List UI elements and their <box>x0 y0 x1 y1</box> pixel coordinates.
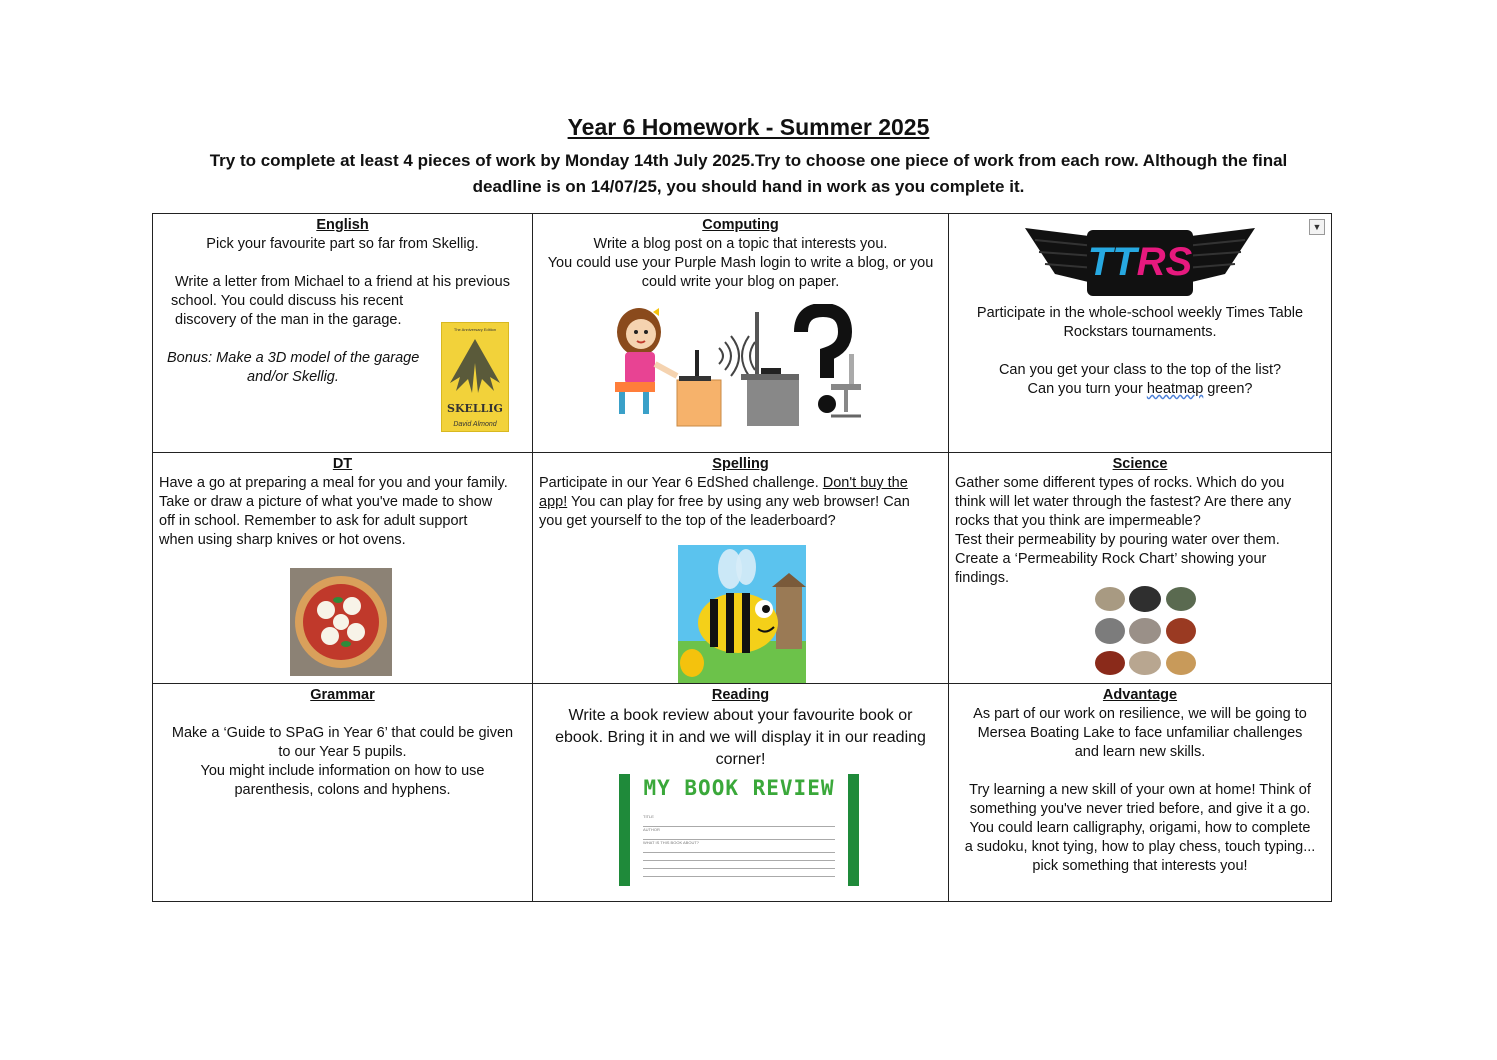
dt-line: when using sharp knives or hot ovens. <box>159 532 406 548</box>
advantage-line: Try learning a new skill of your own at home! Think of <box>969 782 1311 798</box>
english-line: discovery of the man in the garage. <box>175 312 402 328</box>
heading-english: English <box>316 217 369 233</box>
subtitle-line-1: Try to complete at least 4 pieces of work by Monday 14th July 2025.Try to choose one piece of work from each row. Although the final <box>209 151 1288 170</box>
grammar-line: Make a ‘Guide to SPaG in Year 6’ that could be given <box>171 725 514 741</box>
page-subtitle <box>185 148 1312 200</box>
english-line: Pick your favourite part so far from Skellig. <box>206 236 479 252</box>
ttrs-line: Can you turn your heatmap green? <box>1027 381 1253 397</box>
computing-line: You could use your Purple Mash login to write a blog, or you <box>547 255 934 271</box>
review-title: MY BOOK REVIEW <box>643 776 835 800</box>
reading-line: Write a book review about your favourite book or <box>568 707 913 724</box>
review-field: TITLE <box>643 814 654 819</box>
spelling-line: app! You can play for free by using any web browser! Can <box>539 494 910 510</box>
dt-line: Have a go at preparing a meal for you and your family. <box>159 475 508 491</box>
dont-buy-link: Don't buy the <box>822 475 908 491</box>
homework-grid <box>152 213 1332 902</box>
ttrs-logo-text: TTRS <box>1087 240 1193 284</box>
advantage-line: You could learn calligraphy, origami, how to complete <box>969 820 1311 836</box>
book-title: SKELLIG <box>447 402 503 415</box>
ttrs-line: Rockstars tournaments. <box>1063 324 1217 340</box>
cell-ttrs <box>949 214 1332 453</box>
english-line: school. You could discuss his recent <box>171 293 404 309</box>
spelling-line: Participate in our Year 6 EdShed challenge. Don't buy the <box>539 475 908 491</box>
science-line: Test their permeability by pouring water over them. <box>955 532 1280 548</box>
blogging-illustration <box>609 304 869 428</box>
cell-reading <box>533 684 949 902</box>
heading-advantage: Advantage <box>1102 687 1178 703</box>
cell-science <box>949 453 1332 684</box>
reading-line: corner! <box>715 751 766 768</box>
grammar-line: to our Year 5 pupils. <box>278 744 407 760</box>
computing-line: Write a blog post on a topic that interests you. <box>593 236 888 252</box>
spelling-line: you get yourself to the top of the leaderboard? <box>539 513 836 529</box>
heading-dt: DT <box>332 456 353 472</box>
dt-line: off in school. Remember to ask for adult support <box>159 513 468 529</box>
cell-computing <box>533 214 949 453</box>
skellig-book-cover <box>441 322 509 432</box>
book-author: David Almond <box>453 421 497 428</box>
advantage-line: As part of our work on resilience, we will be going to <box>973 706 1307 722</box>
review-field: WHAT IS THIS BOOK ABOUT? <box>643 840 700 845</box>
science-line: think will let water through the fastest? Are there any <box>955 494 1292 510</box>
reading-line: ebook. Bring it in and we will display it in our reading <box>555 729 926 746</box>
science-line: Gather some different types of rocks. Which do you <box>955 475 1285 491</box>
cell-grammar <box>153 684 533 902</box>
page-title: Year 6 Homework - Summer 2025 <box>567 114 930 140</box>
dt-line: Take or draw a picture of what you've made to show <box>159 494 493 510</box>
ttrs-line: Can you get your class to the top of the list? <box>998 362 1282 378</box>
heading-computing: Computing <box>702 217 779 233</box>
science-line: Create a ‘Permeability Rock Chart’ showing your <box>955 551 1267 567</box>
advantage-line: a sudoku, knot tying, how to play chess, touch typing... <box>964 839 1316 855</box>
advantage-line: something you've never tried before, and give it a go. <box>969 801 1311 817</box>
rocks-photo <box>1093 585 1199 677</box>
wings-icon <box>442 333 508 397</box>
ttrs-logo <box>1025 224 1255 300</box>
computing-line: could write your blog on paper. <box>641 274 840 290</box>
ttrs-line: Participate in the whole-school weekly Times Table <box>976 305 1304 321</box>
subtitle-line-2: deadline is on 14/07/25, you should hand in work as you complete it. <box>472 177 1025 196</box>
grammar-line: You might include information on how to use <box>200 763 485 779</box>
book-review-template <box>619 774 859 886</box>
cell-dt <box>153 453 533 684</box>
book-edition: The Anniversary Edition <box>453 327 497 332</box>
cell-advantage <box>949 684 1332 902</box>
heading-reading: Reading <box>711 687 770 703</box>
grammar-line: parenthesis, colons and hyphens. <box>234 782 451 798</box>
cell-spelling <box>533 453 949 684</box>
advantage-line: Mersea Boating Lake to face unfamiliar challenges <box>977 725 1303 741</box>
english-bonus: and/or Skellig. <box>247 369 339 385</box>
english-line: Write a letter from Michael to a friend at his previous <box>175 274 510 290</box>
heading-grammar: Grammar <box>310 687 375 703</box>
chevron-down-icon[interactable]: ▼ <box>1309 219 1325 235</box>
bee-illustration <box>678 545 806 683</box>
english-bonus: Bonus: Make a 3D model of the garage <box>167 350 420 366</box>
advantage-line: pick something that interests you! <box>1032 858 1248 874</box>
heading-spelling: Spelling <box>712 456 769 472</box>
advantage-line: and learn new skills. <box>1074 744 1206 760</box>
review-field: AUTHOR <box>643 827 660 832</box>
cell-english <box>153 214 533 453</box>
science-line: rocks that you think are impermeable? <box>955 513 1201 529</box>
heading-science: Science <box>1112 456 1168 472</box>
science-line: findings. <box>955 570 1010 586</box>
pizza-photo <box>290 568 392 676</box>
